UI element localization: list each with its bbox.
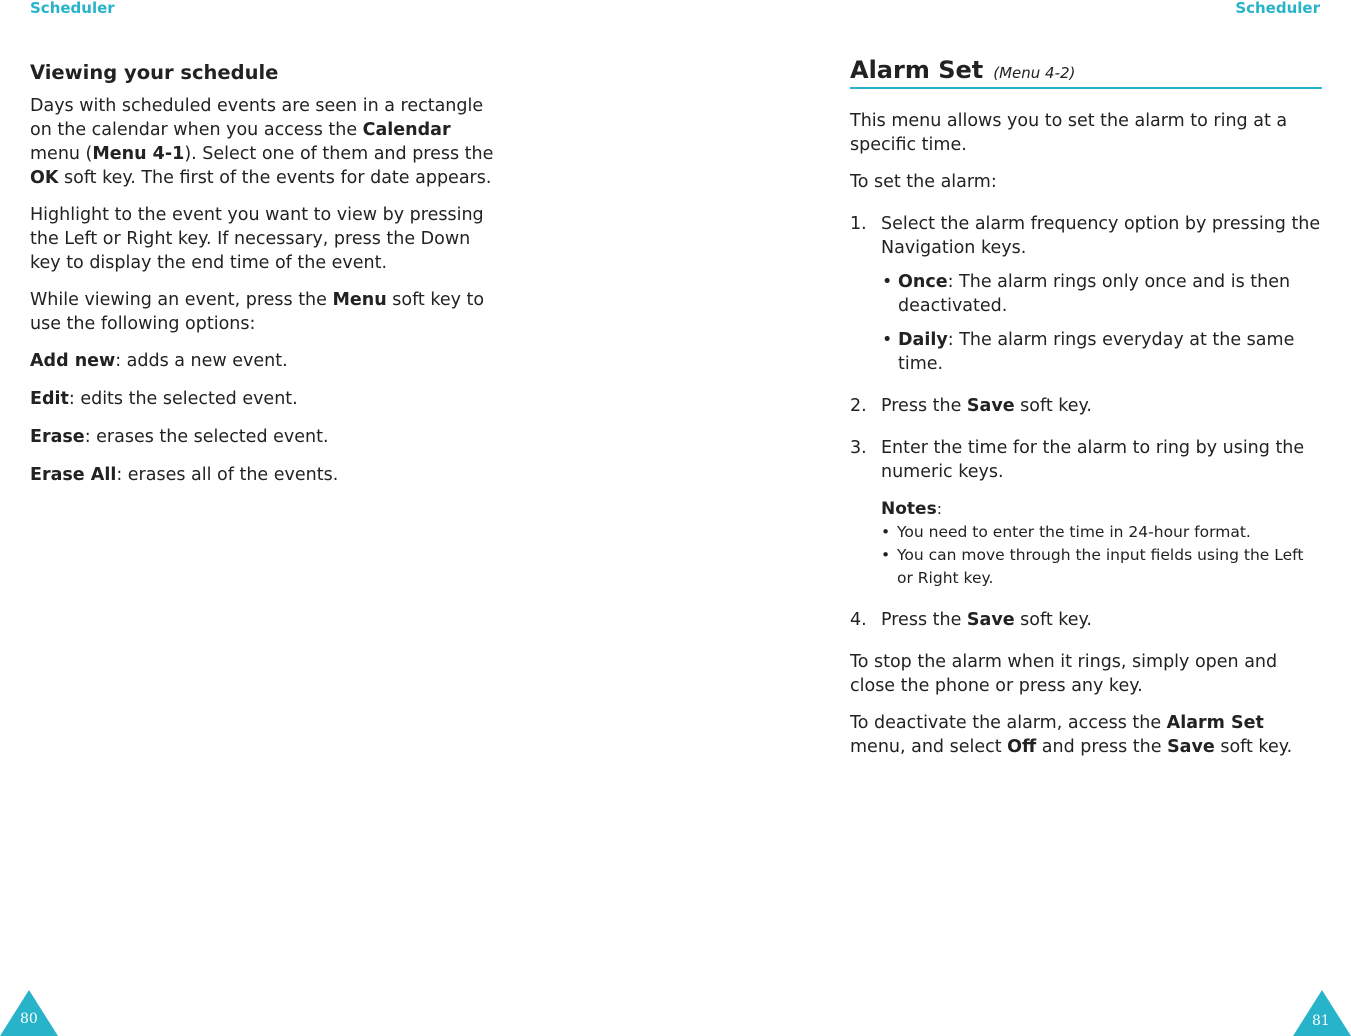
- step-text: Select the alarm frequency option by pressing the Navigation keys.: [881, 214, 1321, 258]
- paragraph-to-set: To set the alarm:: [850, 172, 997, 192]
- paragraph-intro: This menu allows you to set the alarm to ring at a specific time.: [850, 111, 1288, 155]
- option-erase: Erase: erases the selected event.: [30, 427, 329, 447]
- running-header-right: Scheduler: [1235, 0, 1320, 17]
- running-header-left: Scheduler: [30, 0, 115, 17]
- step-3: [850, 436, 1322, 590]
- bullet-once: • Once: The alarm rings only once and is then deactivated.: [882, 272, 1291, 316]
- bullet-icon: •: [882, 330, 893, 350]
- bullet-icon: •: [881, 546, 891, 564]
- step-text: Enter the time for the alarm to ring by using the numeric keys.: [881, 438, 1305, 482]
- paragraph-stop: To stop the alarm when it rings, simply open and close the phone or press any key.: [850, 652, 1278, 696]
- bullet-icon: •: [882, 272, 893, 292]
- step-number: 3.: [850, 438, 867, 458]
- page-title: Alarm Set: [850, 56, 984, 84]
- step-2: 2. Press the Save soft key.: [850, 396, 1092, 416]
- paragraph-deactivate: To deactivate the alarm, access the Alarm Set menu, and select Off and press the Save soft key.: [850, 713, 1293, 757]
- paragraph-menu: While viewing an event, press the Menu soft key to use the following options:: [30, 290, 485, 334]
- notes-box: [881, 498, 1322, 590]
- left-page-content: [30, 58, 500, 501]
- right-page-content: [850, 58, 1322, 772]
- section-title: [850, 58, 1322, 89]
- note-item: • You need to enter the time in 24-hour format.: [881, 521, 1322, 544]
- section-heading: Viewing your schedule: [30, 61, 279, 84]
- paragraph-intro: Days with scheduled events are seen in a rectangle on the calendar when you access the Calendar menu (Menu 4-1). Select one of them and press the OK soft key. The first of the events for date appears.: [30, 96, 494, 188]
- step-4: 4. Press the Save soft key.: [850, 610, 1092, 630]
- page-number-left: 80: [20, 1011, 38, 1027]
- paragraph-highlight: Highlight to the event you want to view by pressing the Left or Right key. If necessary, press the Down key to display the end time of the event.: [30, 205, 484, 273]
- bullet-icon: •: [881, 523, 891, 541]
- option-add-new: Add new: adds a new event.: [30, 351, 288, 371]
- page-number-right: 81: [1312, 1013, 1330, 1029]
- note-item: • You can move through the input fields using the Left or Right key.: [881, 546, 1304, 587]
- bullet-daily: • Daily: The alarm rings everyday at the same time.: [882, 330, 1295, 374]
- notes-label: Notes:: [881, 499, 942, 519]
- option-erase-all: Erase All: erases all of the events.: [30, 465, 339, 485]
- menu-reference: (Menu 4-2): [993, 64, 1076, 82]
- step-number: 4.: [850, 610, 867, 630]
- step-number: 2.: [850, 396, 867, 416]
- step-1: [850, 212, 1322, 376]
- option-edit: Edit: edits the selected event.: [30, 389, 298, 409]
- step-number: 1.: [850, 214, 867, 234]
